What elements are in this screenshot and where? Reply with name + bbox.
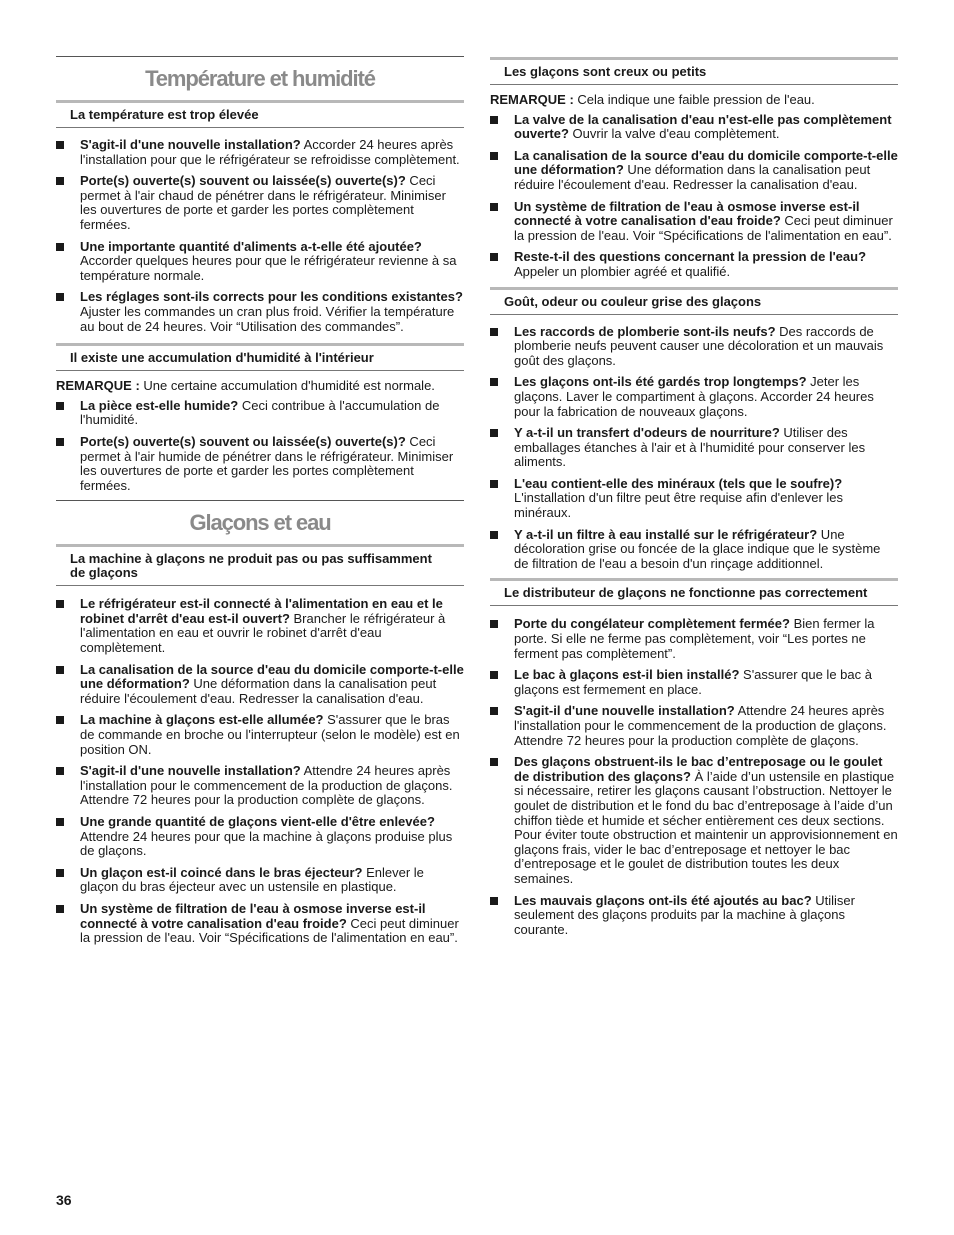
list-item bbox=[56, 597, 464, 655]
item-answer: Une déformation dans la canalisation peut réduire l'écoulement d'eau. Redresser la canalisation d'eau. bbox=[514, 162, 871, 192]
square-bullet-icon bbox=[490, 116, 498, 124]
item-question: Les glaçons ont-ils été gardés trop longtemps? bbox=[514, 374, 807, 390]
square-bullet-icon bbox=[56, 402, 64, 410]
left-column bbox=[56, 0, 464, 953]
item-answer: S'assurer que le bras de commande en broche ou l'interrupteur (selon le modèle) est en position ON. bbox=[80, 712, 460, 757]
list-item bbox=[490, 375, 898, 419]
item-question: La valve de la canalisation d'eau n'est-elle pas complètement ouverte? bbox=[514, 111, 892, 142]
item-answer: Enlever le glaçon du bras éjecteur avec un ustensile en plastique. bbox=[80, 864, 424, 895]
list-item bbox=[490, 200, 898, 244]
list-item bbox=[490, 755, 898, 886]
list-item bbox=[490, 426, 898, 470]
item-answer: Des raccords de plomberie neufs peuvent causer une décoloration et un mauvais goût des glaçons. bbox=[514, 323, 884, 368]
item-question: Porte(s) ouverte(s) souvent ou laissée(s) ouverte(s)? bbox=[80, 173, 406, 189]
item-question: Les raccords de plomberie sont-ils neufs? bbox=[514, 323, 776, 339]
subheading-hollow-ice: Les glaçons sont creux ou petits bbox=[490, 57, 898, 85]
item-answer: Brancher le réfrigérateur à l'alimentation en eau et ouvrir le robinet d'arrêt d'eau complètement. bbox=[80, 610, 446, 656]
item-answer: À l’aide d’un ustensile en plastique si nécessaire, retirer les glaçons causant l’obstruction. Nettoyer le goulet de distribution et le fond du bac d’entreposage à l’aide d’un chiffon tiède et humide et sécher entièrement ces deux sections. Pour éviter toute obstruction et maintenir un approvisionnement en glaçons frais, vider le bac d’entreposage et nettoyer le bac d’entreposage et le goulet de distribution toutes les deux semaines. bbox=[514, 768, 898, 886]
square-bullet-icon bbox=[490, 671, 498, 679]
item-question: S'agit-il d'une nouvelle installation? bbox=[80, 137, 301, 152]
square-bullet-icon bbox=[490, 253, 498, 261]
item-question: Le bac à glaçons est-il bien installé? bbox=[514, 667, 740, 683]
item-question: Un système de filtration de l'eau à osmose inverse est-il connecté à votre canalisation d'eau froide? bbox=[514, 198, 860, 229]
section-title-ice-water: Glaçons et eau bbox=[189, 510, 331, 536]
square-bullet-icon bbox=[490, 531, 498, 539]
remark-text: Cela indique une faible pression de l'eau. bbox=[573, 92, 815, 107]
page-number: 36 bbox=[56, 1192, 72, 1208]
section-title-temperature: Température et humidité bbox=[145, 66, 375, 91]
item-answer: Attendre 24 heures après l'installation pour le commencement de la production de glaçons. Attendre 72 heures pour la production complète de glaçons. bbox=[514, 703, 887, 748]
list-item bbox=[56, 290, 464, 334]
item-question: Une importante quantité d'aliments a-t-elle été ajoutée? bbox=[80, 238, 422, 254]
item-question: Les mauvais glaçons ont-ils été ajoutés au bac? bbox=[514, 892, 812, 908]
remark-humidity bbox=[56, 379, 464, 394]
square-bullet-icon bbox=[490, 480, 498, 488]
list-item bbox=[56, 866, 464, 895]
item-question: La machine à glaçons est-elle allumée? bbox=[80, 712, 324, 728]
square-bullet-icon bbox=[490, 758, 498, 766]
list-humidity bbox=[56, 399, 464, 494]
list-item bbox=[56, 713, 464, 757]
list-item bbox=[490, 528, 898, 572]
square-bullet-icon bbox=[56, 818, 64, 826]
list-item bbox=[56, 815, 464, 859]
list-hollow-ice bbox=[490, 113, 898, 280]
square-bullet-icon bbox=[56, 869, 64, 877]
list-no-ice bbox=[56, 597, 464, 945]
item-answer: Ajuster les commandes un cran plus froid. Vérifier la température au bout de 24 heures. Voir “Utilisation des commandes”. bbox=[80, 303, 455, 334]
item-answer: Bien fermer la porte. Si elle ne ferme pas complètement, voir “Les portes ne ferment pas complètement”. bbox=[514, 616, 875, 661]
item-answer: Jeter les glaçons. Laver le compartiment à glaçons. Accorder 24 heures pour la fabrication de nouveaux glaçons. bbox=[514, 374, 874, 419]
item-answer: Accorder quelques heures pour que le réfrigérateur revienne à sa température normale. bbox=[80, 253, 457, 283]
square-bullet-icon bbox=[56, 716, 64, 724]
item-answer: Ceci permet à l'air chaud de pénétrer dans le réfrigérateur. Minimiser les ouvertures de porte et garder les portes complètement fermées. bbox=[80, 173, 446, 232]
item-question: Y a-t-il un transfert d'odeurs de nourriture? bbox=[514, 425, 780, 441]
item-answer: Attendre 24 heures pour que la machine à glaçons produise plus de glaçons. bbox=[80, 828, 453, 859]
item-answer: S'assurer que le bac à glaçons est fermement en place. bbox=[514, 667, 872, 697]
list-item bbox=[56, 240, 464, 284]
list-item bbox=[490, 325, 898, 369]
square-bullet-icon bbox=[490, 897, 498, 905]
subheading-taste-odor: Goût, odeur ou couleur grise des glaçons bbox=[490, 287, 898, 315]
remark-text: Une certaine accumulation d'humidité est normale. bbox=[139, 378, 435, 394]
list-item bbox=[490, 477, 898, 521]
item-question: La canalisation de la source d'eau du domicile comporte-t-elle une déformation? bbox=[80, 661, 464, 692]
square-bullet-icon bbox=[56, 600, 64, 608]
item-answer: Utiliser seulement des glaçons produits par la machine à glaçons courante. bbox=[514, 892, 855, 937]
item-answer: Attendre 24 heures après l'installation pour le commencement de la production de glaçons. Attendre 72 heures pour la production complète de glaçons. bbox=[80, 763, 453, 808]
top-rule bbox=[56, 56, 464, 57]
item-question: La pièce est-elle humide? bbox=[80, 397, 239, 413]
item-question: L'eau contient-elle des minéraux (tels que le soufre)? bbox=[514, 475, 843, 491]
item-answer: Ceci peut diminuer la pression de l'eau. Voir “Spécifications de l'alimentation en eau”. bbox=[80, 915, 459, 946]
item-question: S'agit-il d'une nouvelle installation? bbox=[80, 763, 301, 779]
subheading-temperature-high: La température est trop élevée bbox=[56, 100, 464, 128]
list-item bbox=[56, 138, 464, 167]
square-bullet-icon bbox=[490, 620, 498, 628]
item-answer: Accorder 24 heures après l'installation pour que le réfrigérateur se refroidisse complètement. bbox=[80, 137, 460, 167]
item-answer: Une décoloration grise ou foncée de la glace indique que le système de filtration de l'eau a besoin d'un rinçage additionnel. bbox=[514, 526, 881, 571]
list-item bbox=[490, 894, 898, 938]
item-answer: Ceci peut diminuer la pression de l'eau. Voir “Spécifications de l'alimentation en eau”. bbox=[514, 213, 893, 243]
item-question: Porte du congélateur complètement fermée? bbox=[514, 616, 790, 632]
item-question: Y a-t-il un filtre à eau installé sur le réfrigérateur? bbox=[514, 526, 818, 542]
square-bullet-icon bbox=[490, 203, 498, 211]
item-question: Une grande quantité de glaçons vient-elle d'être enlevée? bbox=[80, 814, 435, 829]
list-item bbox=[56, 663, 464, 707]
item-answer: Ceci contribue à l'accumulation de l'humidité. bbox=[80, 397, 440, 428]
item-question: Des glaçons obstruent-ils le bac d’entreposage ou le goulet de distribution des glaçons? bbox=[514, 754, 883, 784]
right-column bbox=[490, 0, 898, 944]
item-answer: Une déformation dans la canalisation peut réduire l'écoulement d'eau. Redresser la canalisation d'eau. bbox=[80, 676, 437, 706]
square-bullet-icon bbox=[490, 152, 498, 160]
item-answer: L'installation d'un filtre peut être requise afin d'enlever les minéraux. bbox=[514, 490, 844, 521]
list-item bbox=[490, 113, 898, 142]
list-item bbox=[56, 174, 464, 232]
list-temperature-high bbox=[56, 138, 464, 334]
subheading-humidity: Il existe une accumulation d'humidité à l'intérieur bbox=[56, 343, 464, 371]
square-bullet-icon bbox=[56, 666, 64, 674]
square-bullet-icon bbox=[490, 429, 498, 437]
list-item bbox=[56, 764, 464, 808]
item-question: La canalisation de la source d'eau du domicile comporte-t-elle une déformation? bbox=[514, 147, 898, 178]
subheading-no-ice: La machine à glaçons ne produit pas ou pas suffisamment de glaçons bbox=[56, 544, 464, 586]
item-question: Les réglages sont-ils corrects pour les conditions existantes? bbox=[80, 289, 463, 305]
square-bullet-icon bbox=[56, 293, 64, 301]
item-answer: Utiliser des emballages étanches à l'air et à l'humidité pour conserver les aliments. bbox=[514, 425, 866, 470]
list-taste-odor bbox=[490, 325, 898, 572]
item-question: Un glaçon est-il coincé dans le bras éjecteur? bbox=[80, 864, 363, 880]
list-item bbox=[490, 704, 898, 748]
item-answer: Appeler un plombier agréé et qualifié. bbox=[514, 263, 731, 279]
square-bullet-icon bbox=[56, 438, 64, 446]
square-bullet-icon bbox=[56, 905, 64, 913]
item-question: S'agit-il d'une nouvelle installation? bbox=[514, 703, 735, 719]
list-item bbox=[490, 250, 898, 279]
square-bullet-icon bbox=[56, 243, 64, 251]
item-question: Porte(s) ouverte(s) souvent ou laissée(s) ouverte(s)? bbox=[80, 433, 406, 449]
remark-label: REMARQUE : bbox=[56, 378, 140, 394]
square-bullet-icon bbox=[490, 378, 498, 386]
section-rule bbox=[56, 500, 464, 501]
list-item bbox=[490, 617, 898, 661]
item-answer: Ceci permet à l'air humide de pénétrer dans le réfrigérateur. Minimiser les ouvertures de porte et garder les portes complètement fermées. bbox=[80, 433, 454, 493]
square-bullet-icon bbox=[56, 177, 64, 185]
square-bullet-icon bbox=[56, 767, 64, 775]
remark-label: REMARQUE : bbox=[490, 92, 574, 107]
square-bullet-icon bbox=[490, 707, 498, 715]
subheading-dispenser: Le distributeur de glaçons ne fonctionne pas correctement bbox=[490, 578, 898, 606]
list-item bbox=[56, 435, 464, 493]
remark-hollow-ice bbox=[490, 93, 898, 108]
item-answer: Ouvrir la valve d'eau complètement. bbox=[568, 126, 780, 142]
item-question: Reste-t-il des questions concernant la pression de l'eau? bbox=[514, 249, 867, 265]
list-item bbox=[490, 668, 898, 697]
item-question: Un système de filtration de l'eau à osmose inverse est-il connecté à votre canalisation d'eau froide? bbox=[80, 900, 426, 931]
list-dispenser bbox=[490, 617, 898, 937]
list-item bbox=[56, 399, 464, 428]
square-bullet-icon bbox=[490, 328, 498, 336]
item-question: Le réfrigérateur est-il connecté à l'alimentation en eau et le robinet d'arrêt d'eau est-il ouvert? bbox=[80, 596, 443, 626]
list-item bbox=[490, 149, 898, 193]
square-bullet-icon bbox=[56, 141, 64, 149]
list-item bbox=[56, 902, 464, 946]
